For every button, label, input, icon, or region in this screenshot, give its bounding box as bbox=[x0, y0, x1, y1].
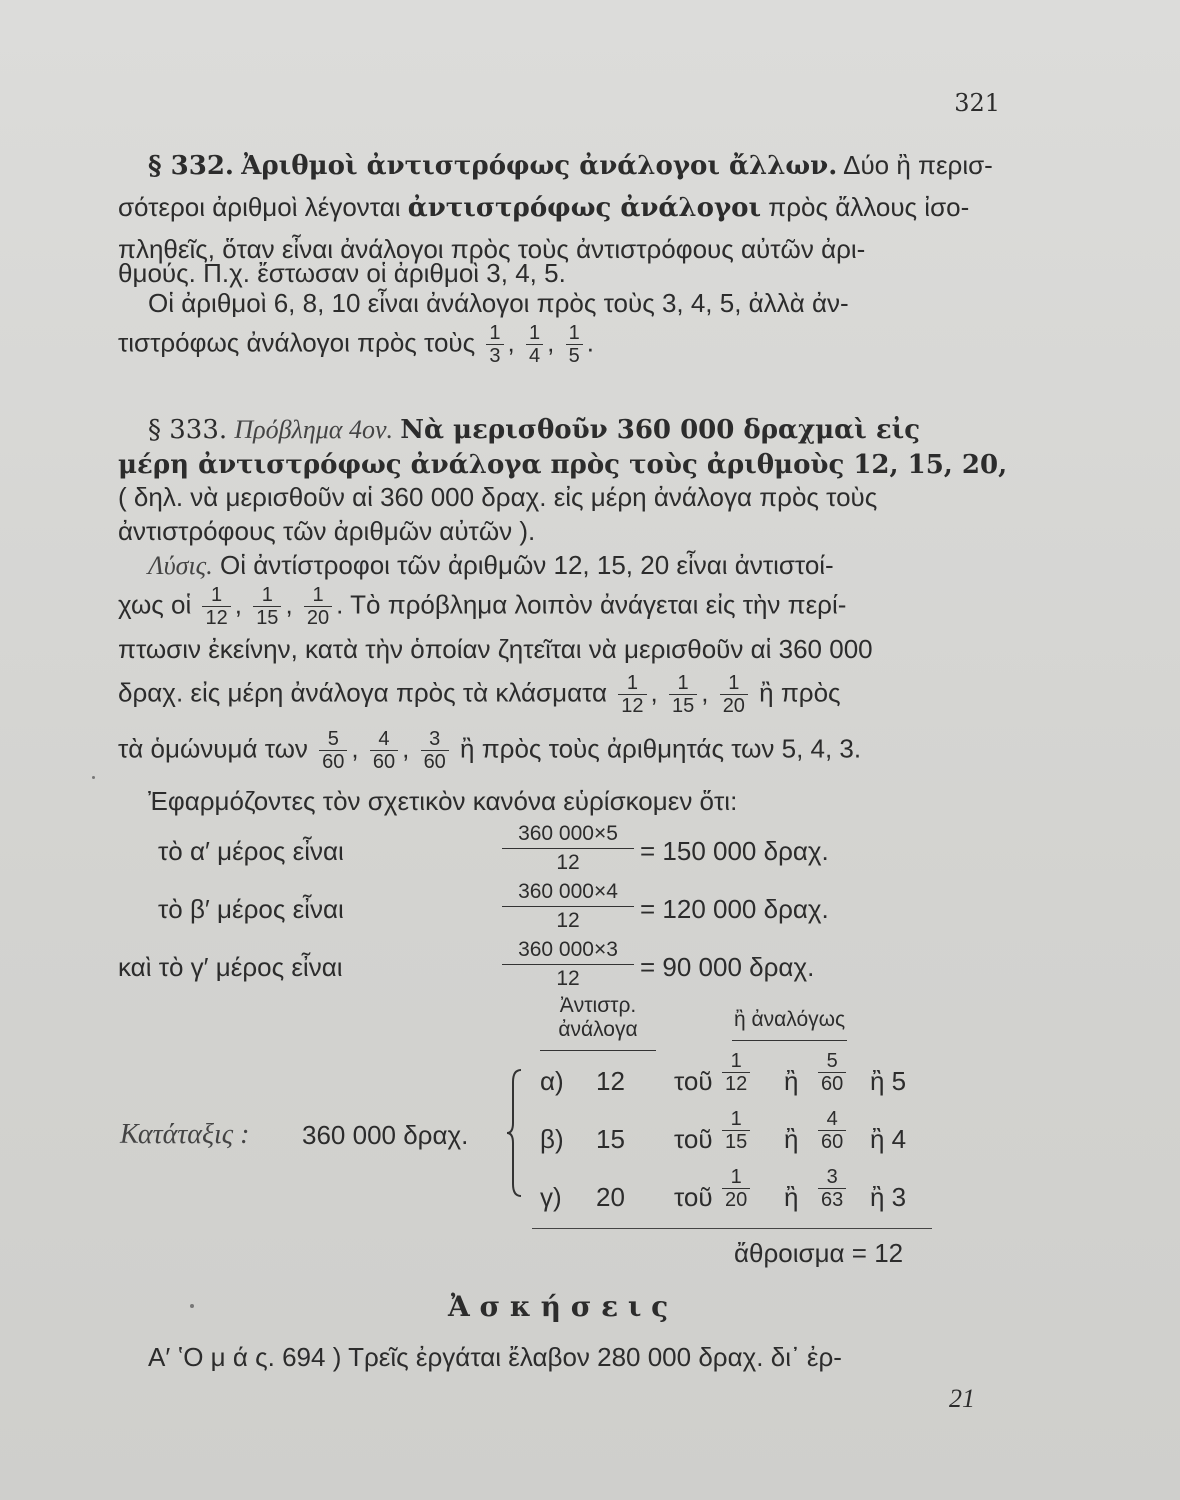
s333-line-7: πτωσιν ἐκείνην, κατὰ τὴν ὁποίαν ζητεῖται νὰ μερισθοῦν αἱ 360 000 bbox=[118, 634, 873, 664]
fraction: $\frac{4}{60}$ bbox=[370, 728, 398, 773]
row-c-eq2: ἢ 3 bbox=[870, 1182, 907, 1212]
s332-line-6: τιστρόφως ἀνάλογοι πρὸς τοὺς $\frac{1}{3}$ , $\frac{1}{4}$ , $\frac{1}{5}$ . bbox=[118, 322, 594, 367]
row-b-eq2: ἢ 4 bbox=[870, 1124, 907, 1154]
s332-line2-bold: ἀντιστρόφως ἀνάλογοι bbox=[407, 193, 762, 223]
s333-line6-a: χως οἱ bbox=[118, 589, 192, 620]
exercise-694: Α′ ʽΟ μ ά ς. 694 ) Τρεῖς ἐργάται ἔλαβον 280 000 δραχ. δι᾿ ἐρ- bbox=[148, 1342, 842, 1372]
classification-amount: 360 000 δραχ. bbox=[302, 1120, 469, 1150]
equation-c-label: καὶ τὸ γ′ μέρος εἶναι bbox=[118, 952, 343, 982]
s333-line8-b: ἢ πρὸς bbox=[759, 677, 841, 708]
row-c-eq1: ἢ bbox=[784, 1182, 799, 1212]
equation-b-fraction: $\frac{360 000\times 4}{12}$ bbox=[502, 878, 634, 935]
row-a-frac1: $\frac{1}{12}$ bbox=[722, 1050, 750, 1095]
s333-line-2: μέρη ἀντιστρόφως ἀνάλογα πρὸς τοὺς ἀριθμοὺς 12, 15, 20, bbox=[118, 450, 1008, 480]
s333-problem: Πρόβλημα 4ον. bbox=[234, 415, 393, 444]
equation-a-result: = 150 000 δραχ. bbox=[640, 836, 829, 866]
row-b-frac2: $\frac{4}{60}$ bbox=[818, 1108, 846, 1153]
equation-b-result: = 120 000 δραχ. bbox=[640, 894, 829, 924]
row-c-letter: γ) bbox=[540, 1182, 562, 1212]
fraction: $\frac{1}{20}$ bbox=[304, 584, 332, 629]
table-head-col1-a: Ἀντιστρ. bbox=[559, 994, 637, 1017]
row-b-letter: β) bbox=[540, 1124, 564, 1154]
s332-line-5: Οἱ ἀριθμοὶ 6, 8, 10 εἶναι ἀνάλογοι πρὸς τοὺς 3, 4, 5, ἀλλὰ ἀν- bbox=[148, 288, 849, 318]
equation-b-label: τὸ β′ μέρος εἶναι bbox=[158, 894, 344, 924]
s333-line-9: τὰ ὁμώνυμά των $\frac{5}{60}$ , $\frac{4}{60}$ , $\frac{3}{60}$ ἢ πρὸς τοὺς ἀριθμητάς των 5, 4, 3. bbox=[118, 728, 862, 773]
sum-total: ἄθροισμα = 12 bbox=[734, 1238, 904, 1268]
row-b-eq1: ἢ bbox=[784, 1124, 799, 1154]
s332-title: Ἀριθμοὶ ἀντιστρόφως ἀνάλογοι ἄλλων. bbox=[241, 151, 838, 181]
s333-line6-b: Τὸ πρόβλημα λοιπὸν ἀνάγεται εἰς τὴν περί- bbox=[350, 589, 847, 620]
sum-rule bbox=[532, 1228, 932, 1229]
row-c-frac1: $\frac{1}{20}$ bbox=[722, 1166, 750, 1211]
stray-mark bbox=[92, 776, 95, 779]
s333-number: § 333. bbox=[148, 415, 228, 445]
equation-a-fraction: $\frac{360 000\times 5}{12}$ bbox=[502, 820, 634, 877]
s333-line8-a: δραχ. εἰς μέρη ἀνάλογα πρὸς τὰ κλάσματα bbox=[118, 677, 608, 708]
table-head-col1-b: ἀνάλογα bbox=[540, 1018, 656, 1051]
fraction: $\frac{1}{15}$ bbox=[669, 672, 697, 717]
s333-line-6: χως οἱ $\frac{1}{12}$ , $\frac{1}{15}$ , $\frac{1}{20}$ . Τὸ πρόβλημα λοιπὸν ἀνάγεται εἰς τὴν περί- bbox=[118, 584, 847, 629]
footer-signature: 21 bbox=[949, 1384, 975, 1413]
table-head-col1 bbox=[540, 994, 656, 1051]
s332-line6-text: τιστρόφως ἀνάλογοι πρὸς τοὺς bbox=[118, 327, 476, 358]
row-c-number: 20 bbox=[596, 1182, 625, 1212]
s332-line2-a: σότεροι ἀριθμοὶ λέγονται bbox=[118, 192, 401, 222]
row-c-frac2: $\frac{3}{63}$ bbox=[818, 1166, 846, 1211]
s332-line-3: πληθεῖς, ὅταν εἶναι ἀνάλογοι πρὸς τοὺς ἀντιστρόφους αὐτῶν ἀρι- bbox=[118, 234, 866, 264]
fraction: $\frac{1}{12}$ bbox=[202, 584, 230, 629]
fraction: $\frac{3}{60}$ bbox=[421, 728, 449, 773]
s333-line9-b: ἢ πρὸς τοὺς ἀριθμητάς των 5, 4, 3. bbox=[460, 733, 862, 764]
equation-c-fraction: $\frac{360 000\times 3}{12}$ bbox=[502, 936, 634, 993]
row-c-tou: τοῦ bbox=[674, 1182, 713, 1212]
s333-line-1 bbox=[148, 410, 920, 449]
fraction: $\frac{1}{20}$ bbox=[720, 672, 748, 717]
s333-line-5 bbox=[148, 546, 834, 585]
s333-line5-text: Οἱ ἀντίστροφοι τῶν ἀριθμῶν 12, 15, 20 εἶναι ἀντιστοί- bbox=[219, 550, 834, 580]
s333-line-3: ( δηλ. νὰ μερισθοῦν αἱ 360 000 δραχ. εἰς μέρη ἀνάλογα πρὸς τοὺς bbox=[118, 482, 878, 512]
row-a-frac2: $\frac{5}{60}$ bbox=[818, 1050, 846, 1095]
row-b-frac1: $\frac{1}{15}$ bbox=[722, 1108, 750, 1153]
s333-line-10: Ἐφαρμόζοντες τὸν σχετικὸν κανόνα εὑρίσκομεν ὅτι: bbox=[148, 786, 738, 816]
s333-line-4: ἀντιστρόφους τῶν ἀριθμῶν αὐτῶν ). bbox=[118, 516, 536, 546]
equation-c-result: = 90 000 δραχ. bbox=[640, 952, 815, 982]
fraction: $\frac{1}{3}$ bbox=[486, 322, 503, 367]
s332-line-2 bbox=[118, 188, 969, 227]
equation-a-label: τὸ α′ μέρος εἶναι bbox=[158, 836, 344, 866]
s332-line2-c: πρὸς ἄλλους ἰσο- bbox=[768, 192, 970, 222]
fraction: $\frac{1}{4}$ bbox=[526, 322, 543, 367]
classification-label: Κατάταξις : bbox=[120, 1119, 250, 1150]
s332-line-1 bbox=[148, 146, 993, 185]
row-b-tou: τοῦ bbox=[674, 1124, 713, 1154]
s332-line1-rest: Δύο ἢ περισ- bbox=[843, 150, 993, 180]
exercises-title: Ἀ σ κ ή σ ε ι ς bbox=[448, 1290, 669, 1323]
row-a-letter: α) bbox=[540, 1066, 564, 1096]
row-b-number: 15 bbox=[596, 1124, 625, 1154]
s333-line9-a: τὰ ὁμώνυμά των bbox=[118, 733, 308, 764]
row-a-eq2: ἢ 5 bbox=[870, 1066, 907, 1096]
stray-mark bbox=[190, 1304, 194, 1308]
fraction: $\frac{5}{60}$ bbox=[319, 728, 347, 773]
fraction: $\frac{1}{12}$ bbox=[618, 672, 646, 717]
row-a-tou: τοῦ bbox=[674, 1066, 713, 1096]
fraction: $\frac{1}{5}$ bbox=[566, 322, 583, 367]
row-a-number: 12 bbox=[596, 1066, 625, 1096]
lysis-label: Λύσις. bbox=[148, 551, 213, 580]
s333-line-8: δραχ. εἰς μέρη ἀνάλογα πρὸς τὰ κλάσματα $\frac{1}{12}$ , $\frac{1}{15}$ , $\frac{1}{20}$ ἢ πρὸς bbox=[118, 672, 841, 717]
left-brace-icon bbox=[505, 1068, 523, 1198]
s332-number: § 332. bbox=[148, 151, 234, 181]
s332-line-4: θμούς. Π.χ. ἔστωσαν οἱ ἀριθμοὶ 3, 4, 5. bbox=[118, 258, 566, 288]
fraction: $\frac{1}{15}$ bbox=[253, 584, 281, 629]
s333-line1-bold: Νὰ μερισθοῦν 360 000 δραχμαὶ εἰς bbox=[400, 415, 921, 445]
row-a-eq1: ἢ bbox=[784, 1066, 799, 1096]
table-head-col2: ἢ ἀναλόγως bbox=[732, 1008, 847, 1041]
page-number: 321 bbox=[954, 89, 1000, 117]
